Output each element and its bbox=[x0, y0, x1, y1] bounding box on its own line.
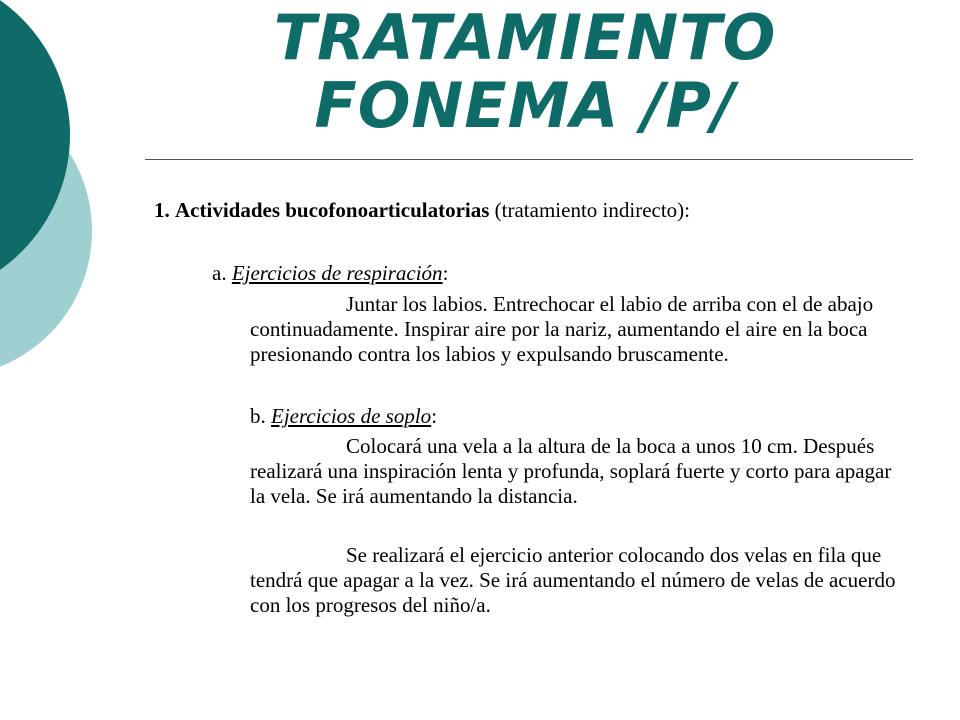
section-number: 1. bbox=[154, 198, 170, 222]
paragraph-respiracion: Juntar los labios. Entrechocar el labio de arriba con el de abajo continuadamente. Inspirar aire por la nariz, aumentando el aire en la boca presionando contra los labios y expulsando bruscamente. bbox=[250, 292, 874, 366]
title-line-1: TRATAMIENTO bbox=[273, 1, 777, 74]
section-heading-rest: (tratamiento indirecto): bbox=[494, 198, 690, 222]
subsection-b-suffix: : bbox=[431, 404, 438, 428]
subsection-a-suffix: : bbox=[442, 261, 449, 285]
subsection-b-label: Ejercicios de soplo bbox=[271, 404, 432, 428]
subsection-a-heading bbox=[212, 260, 448, 286]
subsection-b-heading bbox=[250, 403, 437, 429]
subsection-a-label: Ejercicios de respiración bbox=[231, 261, 443, 285]
section-heading-bold: Actividades bucofonoarticulatorias bbox=[175, 198, 490, 222]
paragraph-soplo-2: Se realizará el ejercicio anterior colocando dos velas en fila que tendrá que apagar a la vez. Se irá aumentando el número de velas de acuerdo con los progresos del niño/a. bbox=[250, 543, 896, 617]
subsection-a-prefix: a. bbox=[212, 261, 227, 285]
title-line-2: FONEMA /P/ bbox=[314, 69, 736, 142]
slide-title bbox=[0, 1, 960, 142]
subsection-b-prefix: b. bbox=[250, 404, 266, 428]
paragraph-soplo-1: Colocará una vela a la altura de la boca a unos 10 cm. Después realizará una inspiración lenta y profunda, soplará fuerte y corto para apagar la vela. Se irá aumentando la distancia. bbox=[250, 434, 892, 508]
title-divider bbox=[145, 159, 913, 160]
section-heading bbox=[154, 197, 914, 223]
